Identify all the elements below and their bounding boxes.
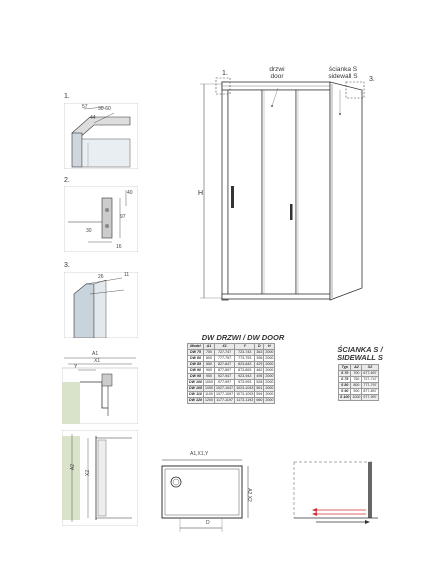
dim-30-label: 30 <box>86 228 92 234</box>
table-header-cell: Model <box>188 344 204 350</box>
table-cell: 850 <box>203 362 214 368</box>
table-cell: DW 85 <box>188 362 204 368</box>
bottom-a1x1y-label: A1,X1,Y <box>190 451 209 457</box>
table-cell: 528 <box>256 380 263 384</box>
table-row <box>188 386 275 392</box>
table-cell: 723-743 <box>235 350 255 356</box>
table-header-cell: X1 <box>214 344 234 350</box>
table-cell: 873-893 <box>235 368 255 374</box>
table-cell: DW 100 <box>189 380 202 384</box>
table-cell: S 90 <box>339 389 351 395</box>
dim-40-label: 40 <box>127 190 133 196</box>
table-cell: 429 <box>256 362 263 366</box>
table-cell: DW 120 <box>189 398 202 402</box>
table-cell: 363 <box>256 350 263 354</box>
sidewall-table-title: ŚCIANKA S / SIDEWALL S <box>337 345 383 362</box>
callout-label-3: 3. <box>369 76 375 83</box>
table-cell: 900 <box>351 389 362 395</box>
table-row <box>339 383 379 389</box>
dim-97-label: 97 <box>120 214 126 220</box>
table-cell: 877-897 <box>214 368 234 374</box>
table-cell: 1000 <box>352 395 361 399</box>
sidewall-dimension-table <box>338 364 379 401</box>
table-cell: 2000 <box>265 392 274 396</box>
detail-step-2-label: 2. <box>64 177 70 184</box>
table-row <box>188 398 275 404</box>
table-cell: 773-793 <box>235 356 255 362</box>
table-cell: 877-897 <box>363 389 377 393</box>
table-cell: 700 <box>351 371 362 377</box>
table-row <box>188 392 275 398</box>
table-cell: 2000 <box>265 362 274 366</box>
table-cell: DW 80 <box>188 356 204 362</box>
table-cell: 1100 <box>205 392 213 396</box>
table-cell: 1023-1043 <box>236 386 254 390</box>
table-cell: DW 105 <box>189 386 202 390</box>
table-header-cell: Typ <box>339 365 351 371</box>
plan-a1-label: A1 <box>92 351 99 357</box>
table-cell: 1027-1047 <box>215 386 234 390</box>
table-cell: 2000 <box>265 380 274 384</box>
table-cell: 2000 <box>265 374 274 378</box>
plan-detail-a2-drawing <box>62 430 138 526</box>
table-cell: 594 <box>256 392 263 396</box>
dim-57-label: 57 <box>82 104 88 110</box>
sidewall-label: ścianka S sidewall S <box>328 66 358 80</box>
table-cell: DW 75 <box>188 350 204 356</box>
table-header-cell: D <box>255 344 264 350</box>
plan-a2-label: A2 <box>70 463 77 471</box>
table-cell: 973-993 <box>235 380 255 386</box>
callout-label-1: 1. <box>222 70 228 77</box>
table-cell: 1077-1097 <box>215 392 234 396</box>
table-cell: 977-997 <box>214 380 234 386</box>
table-cell: 800 <box>351 383 362 389</box>
detail-1-profile-drawing <box>64 103 138 169</box>
table-cell: DW 90 <box>188 368 204 374</box>
detail-step-3-label: 3. <box>64 262 70 269</box>
table-cell: 1000 <box>204 380 213 384</box>
table-cell: S 75 <box>339 377 351 383</box>
door-label: drzwi door <box>269 66 285 80</box>
table-cell: 2000 <box>265 368 274 372</box>
table-header-cell: X2 <box>362 365 378 371</box>
dim-44-label: 44 <box>90 115 96 121</box>
table-cell: 1200 <box>204 398 213 402</box>
table-cell: 727-747 <box>363 377 377 381</box>
table-cell: 800 <box>203 356 214 362</box>
table-header-cell: A2 <box>351 365 362 371</box>
table-cell: 1177-1197 <box>216 398 233 402</box>
sliding-door-plan-drawing <box>282 458 392 534</box>
table-row <box>339 395 379 401</box>
detail-step-1-label: 1. <box>64 93 70 100</box>
dim-30-60-label: 30-60 <box>98 106 111 112</box>
table-header-cell: H <box>264 344 275 350</box>
table-cell: 2000 <box>265 350 274 354</box>
detail-3-seal-drawing <box>64 272 138 338</box>
bottom-d-label: D <box>206 520 210 526</box>
table-cell: 2000 <box>265 398 274 402</box>
dim-16-label: 16 <box>116 244 122 250</box>
table-cell: 2000 <box>265 386 274 390</box>
table-row <box>339 377 379 383</box>
table-cell: 950 <box>203 374 214 380</box>
table-cell: DW 110 <box>189 392 202 396</box>
table-cell: 777-797 <box>214 356 234 362</box>
table-cell: 2000 <box>265 356 274 360</box>
main-elevation-drawing <box>190 62 390 312</box>
table-cell: 923-943 <box>235 374 255 380</box>
table-row <box>339 389 379 395</box>
table-cell: 827-847 <box>214 362 234 368</box>
table-cell: DW 95 <box>188 374 204 380</box>
door-table-title: DW DRZWI / DW DOOR <box>201 333 285 342</box>
table-cell: 823-843 <box>235 362 255 368</box>
table-cell: 977-997 <box>363 395 377 399</box>
table-cell: 750 <box>351 377 362 383</box>
table-cell: 677-697 <box>363 371 377 375</box>
table-cell: S 100 <box>340 395 350 399</box>
plan-y-label: Y <box>74 364 78 370</box>
table-header-cell: A1 <box>203 344 214 350</box>
table-cell: S 70 <box>339 371 351 377</box>
table-cell: 495 <box>256 374 263 378</box>
door-dimension-table <box>187 343 275 404</box>
table-row <box>339 371 379 377</box>
table-cell: 660 <box>256 398 263 402</box>
table-header-cell: Y <box>235 344 255 350</box>
table-cell: 777-797 <box>363 383 377 387</box>
table-cell: 927-947 <box>214 374 234 380</box>
table-cell: 1050 <box>204 386 213 390</box>
dim-26-label: 26 <box>98 274 104 280</box>
table-cell: 1173-1193 <box>236 398 254 402</box>
table-cell: 462 <box>256 368 263 372</box>
table-cell: 900 <box>203 368 214 374</box>
table-cell: S 80 <box>339 383 351 389</box>
sidewall-table-header-row <box>339 365 379 371</box>
height-dimension-label: H <box>198 190 204 197</box>
dim-11-label: 11 <box>124 272 130 278</box>
table-cell: 1073-1093 <box>236 392 254 396</box>
plan-x2-label: X2 <box>85 469 92 477</box>
plan-x1-label: X1 <box>94 358 101 364</box>
table-cell: 561 <box>256 386 263 390</box>
table-cell: 750 <box>203 350 214 356</box>
table-cell: 396 <box>256 356 263 360</box>
bottom-a2x2-label: A2,X2 <box>245 488 252 502</box>
table-cell: 727-747 <box>214 350 234 356</box>
